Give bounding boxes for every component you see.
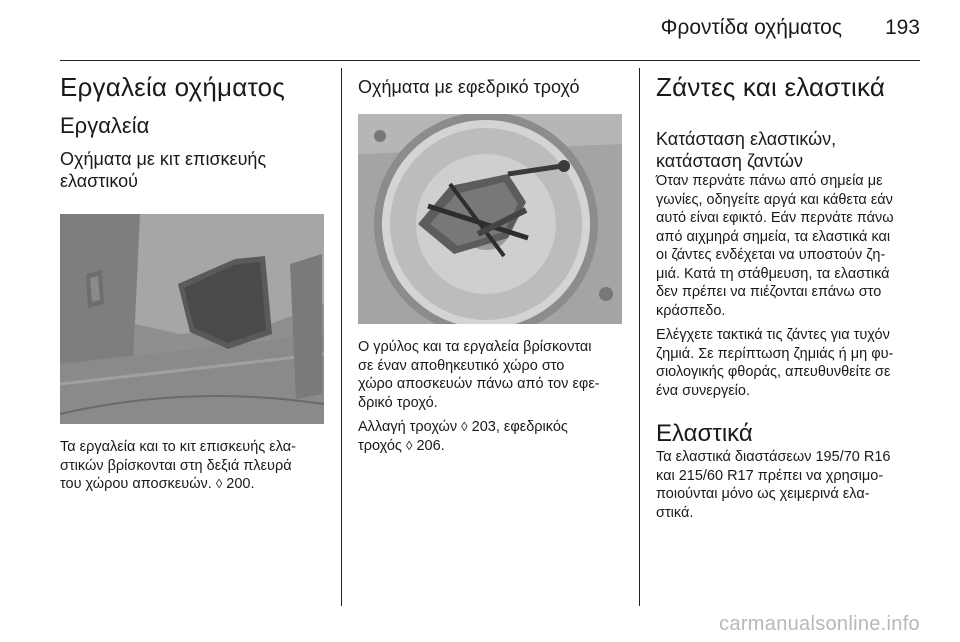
caption: Τα εργαλεία και το κιτ επισκευής ελα- στικών βρίσκονται στη δεξιά πλευρά του χώρου αποσκευών. ◊ 200. — [60, 439, 296, 492]
heading-line: Οχήματα με κιτ επισκευής — [60, 149, 267, 169]
sub-subsection-title: Κατάσταση ελαστικών, κατάσταση ζαντών — [656, 129, 837, 171]
page-header — [0, 0, 960, 62]
paragraph: Ελέγχετε τακτικά τις ζάντες για τυχόν ζημιά. Σε περίπτωση ζημιάς ή μη φυ- σιολογικής φθοράς, απευθυνθείτε σε ένα συνεργείο. — [656, 327, 894, 399]
paragraph: Ο γρύλος και τα εργαλεία βρίσκονται σε έναν αποθηκευτικό χώρο στο χώρο αποσκευών πάνω από τον εφε- δρικό τροχό. — [358, 339, 600, 411]
paragraph: Όταν περνάτε πάνω από σημεία με γωνίες, οδηγείτε αργά και κάθετα εάν αυτό είναι εφικτό. Εάν περνάτε πάνω από αιχμηρά σημεία, τα ελαστικά και οι ζάντες ενδέχεται να υποστούν ζη- μιά. Κατά τη στάθμευση, τα ελαστικά δεν πρέπει να πιέζονται επάνω στο κράσπεδο. — [656, 173, 894, 319]
reference-arrow-icon: ◊ — [215, 476, 223, 491]
section-title: Εργαλεία οχήματος — [60, 72, 285, 102]
header-title: Φροντίδα οχήματος — [660, 16, 842, 39]
page-number: 193 — [884, 16, 920, 39]
page-reference[interactable]: 200. — [226, 476, 255, 492]
subsection-title: Εργαλεία — [60, 113, 150, 138]
page-reference[interactable]: 203, εφεδρικός — [471, 419, 568, 435]
section-title: Ζάντες και ελαστικά — [656, 72, 886, 102]
column-tools — [60, 70, 324, 500]
paragraph-references: Αλλαγή τροχών ◊ 203, εφεδρικός τροχός ◊ 206. — [358, 419, 568, 454]
heading-line: ελαστικού — [60, 171, 139, 191]
reference-arrow-icon: ◊ — [405, 437, 413, 453]
spare-wheel-figure — [358, 114, 622, 324]
spare-wheel-illustration — [358, 114, 622, 324]
subsection-title: Ελαστικά — [656, 420, 753, 447]
sub-subsection-title: Οχήματα με εφεδρικό τροχό — [358, 77, 580, 97]
reference-arrow-icon: ◊ — [461, 419, 468, 434]
column-wheels-tyres — [656, 70, 922, 528]
watermark: carmanualsonline.info — [719, 613, 920, 635]
header-rule — [60, 60, 920, 61]
trunk-illustration — [60, 214, 324, 424]
paragraph: Τα ελαστικά διαστάσεων 195/70 R16 και 215/60 R17 πρέπει να χρησιμο- ποιούνται μόνο ως χειμερινά ελα- στικά. — [656, 449, 891, 521]
page-reference[interactable]: 206. — [416, 437, 445, 454]
column-spare-wheel — [358, 70, 622, 461]
column-divider — [639, 68, 640, 606]
column-divider — [341, 68, 342, 606]
trunk-figure — [60, 214, 324, 424]
sub-subsection-title — [60, 148, 324, 192]
